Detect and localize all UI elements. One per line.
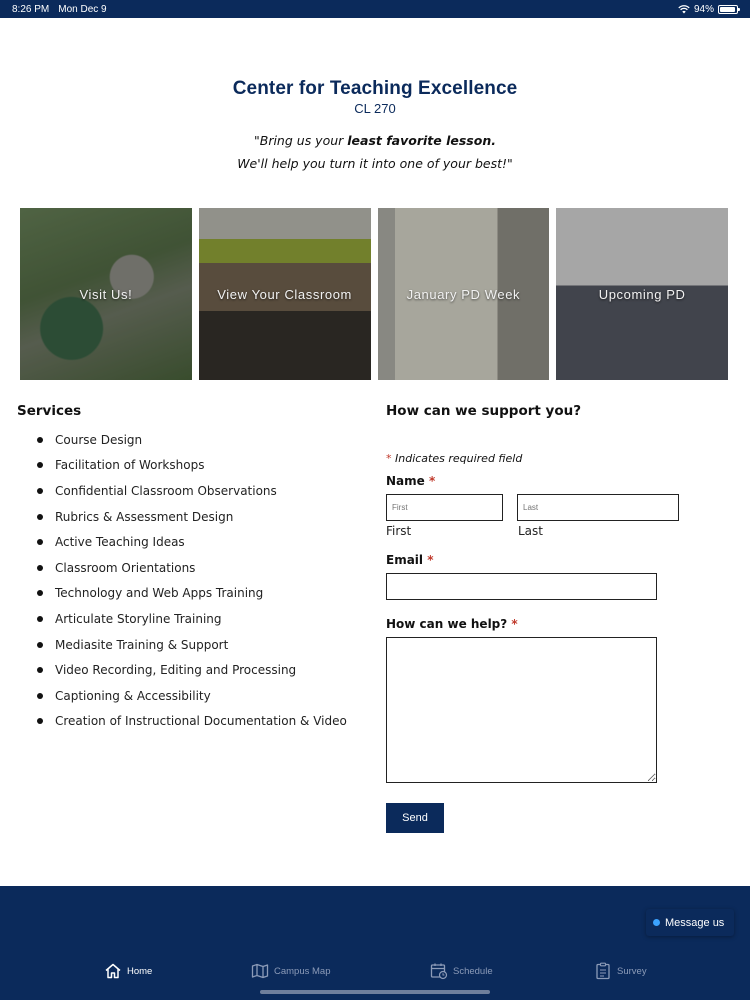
- service-item: [37, 529, 367, 555]
- bullet-icon: [37, 514, 43, 520]
- service-item-label: Course Design: [55, 432, 143, 447]
- tile-label: Upcoming PD: [598, 286, 686, 302]
- tile-label: View Your Classroom: [217, 286, 352, 302]
- help-textarea[interactable]: [386, 637, 657, 783]
- service-item-label: Rubrics & Assessment Design: [55, 509, 234, 524]
- tile-label: Visit Us!: [79, 286, 133, 302]
- service-item-label: Captioning & Accessibility: [55, 688, 211, 703]
- required-note-text: Indicates required field: [395, 452, 523, 465]
- service-item-label: Mediasite Training & Support: [55, 637, 229, 652]
- tab-home-label: Home: [127, 965, 153, 977]
- tab-campus-map[interactable]: [251, 962, 331, 980]
- calendar-clock-icon: [430, 962, 448, 980]
- map-icon: [251, 962, 269, 980]
- bullet-icon: [37, 462, 43, 468]
- email-label-text: Email: [386, 553, 424, 567]
- tab-bar: [0, 958, 750, 984]
- required-star: *: [428, 474, 436, 488]
- name-label-text: Name: [386, 474, 425, 488]
- service-item-label: Video Recording, Editing and Processing: [55, 663, 297, 678]
- home-indicator: [260, 990, 490, 994]
- service-item-label: Creation of Instructional Documentation & Video: [55, 714, 347, 729]
- last-name-sublabel: Last: [518, 524, 543, 538]
- feature-tiles: [20, 208, 728, 380]
- service-item: [37, 581, 367, 607]
- required-note: [386, 452, 522, 465]
- service-item: [37, 606, 367, 632]
- status-bar: [0, 0, 750, 18]
- bullet-icon: [37, 539, 43, 545]
- service-item-label: Facilitation of Workshops: [55, 458, 205, 473]
- quote-line-2: We'll help you turn it into one of your best!": [237, 156, 513, 171]
- email-label: [386, 553, 434, 567]
- first-name-sublabel: First: [386, 524, 412, 538]
- service-item: [37, 504, 367, 530]
- tab-schedule[interactable]: [430, 962, 493, 980]
- help-label-text: How can we help?: [386, 617, 508, 631]
- service-item-label: Classroom Orientations: [55, 560, 196, 575]
- message-us-label: Message us: [665, 916, 725, 929]
- service-item: [37, 555, 367, 581]
- service-item-label: Confidential Classroom Observations: [55, 483, 277, 498]
- first-name-input[interactable]: [386, 494, 503, 521]
- tile-january-pd-week[interactable]: [378, 208, 550, 380]
- service-item-label: Articulate Storyline Training: [55, 611, 222, 626]
- email-input[interactable]: [386, 573, 657, 600]
- services-heading: Services: [17, 403, 82, 419]
- help-label: [386, 617, 518, 631]
- battery-icon: [718, 5, 738, 14]
- service-item: [37, 427, 367, 453]
- service-item: [37, 453, 367, 479]
- status-time: 8:26 PM: [12, 3, 50, 15]
- send-button[interactable]: Send: [386, 803, 444, 833]
- clipboard-icon: [594, 962, 612, 980]
- bullet-icon: [37, 642, 43, 648]
- bullet-icon: [37, 718, 43, 724]
- bullet-icon: [37, 693, 43, 699]
- service-item: [37, 632, 367, 658]
- quote-line-1: [0, 133, 750, 148]
- bullet-icon: [37, 488, 43, 494]
- tab-survey-label: Survey: [617, 965, 647, 977]
- required-star: *: [386, 452, 392, 465]
- home-icon: [104, 962, 122, 980]
- message-us-button[interactable]: [646, 909, 734, 936]
- bullet-icon: [37, 667, 43, 673]
- chat-status-dot-icon: [653, 919, 660, 926]
- tile-upcoming-pd[interactable]: [556, 208, 728, 380]
- service-item: [37, 657, 367, 683]
- service-item: [37, 683, 367, 709]
- bullet-icon: [37, 565, 43, 571]
- tab-survey[interactable]: [594, 962, 647, 980]
- tile-visit-us[interactable]: [20, 208, 192, 380]
- services-list: [37, 427, 367, 734]
- bullet-icon: [37, 437, 43, 443]
- battery-fill: [720, 7, 735, 12]
- tab-home[interactable]: [104, 962, 152, 980]
- required-star: *: [427, 553, 434, 567]
- required-star: *: [511, 617, 518, 631]
- tile-label: January PD Week: [406, 286, 521, 302]
- bullet-icon: [37, 616, 43, 622]
- room-number: CL 270: [354, 101, 396, 116]
- tab-schedule-label: Schedule: [453, 965, 493, 977]
- page-title: Center for Teaching Excellence: [232, 78, 518, 99]
- name-label: [386, 474, 435, 488]
- battery-percent: 94%: [693, 3, 714, 15]
- service-item: [37, 478, 367, 504]
- service-item-label: Active Teaching Ideas: [55, 535, 185, 550]
- status-date: Mon Dec 9: [58, 3, 107, 15]
- wifi-icon: [678, 5, 690, 14]
- quote-prefix: "Bring us your: [254, 133, 348, 148]
- quote-bold: least favorite lesson.: [347, 133, 496, 148]
- form-heading: How can we support you?: [386, 403, 582, 419]
- tile-view-classroom[interactable]: [199, 208, 371, 380]
- service-item-label: Technology and Web Apps Training: [55, 586, 264, 601]
- tab-map-label: Campus Map: [274, 965, 331, 977]
- service-item: [37, 709, 367, 735]
- bullet-icon: [37, 590, 43, 596]
- last-name-input[interactable]: [517, 494, 679, 521]
